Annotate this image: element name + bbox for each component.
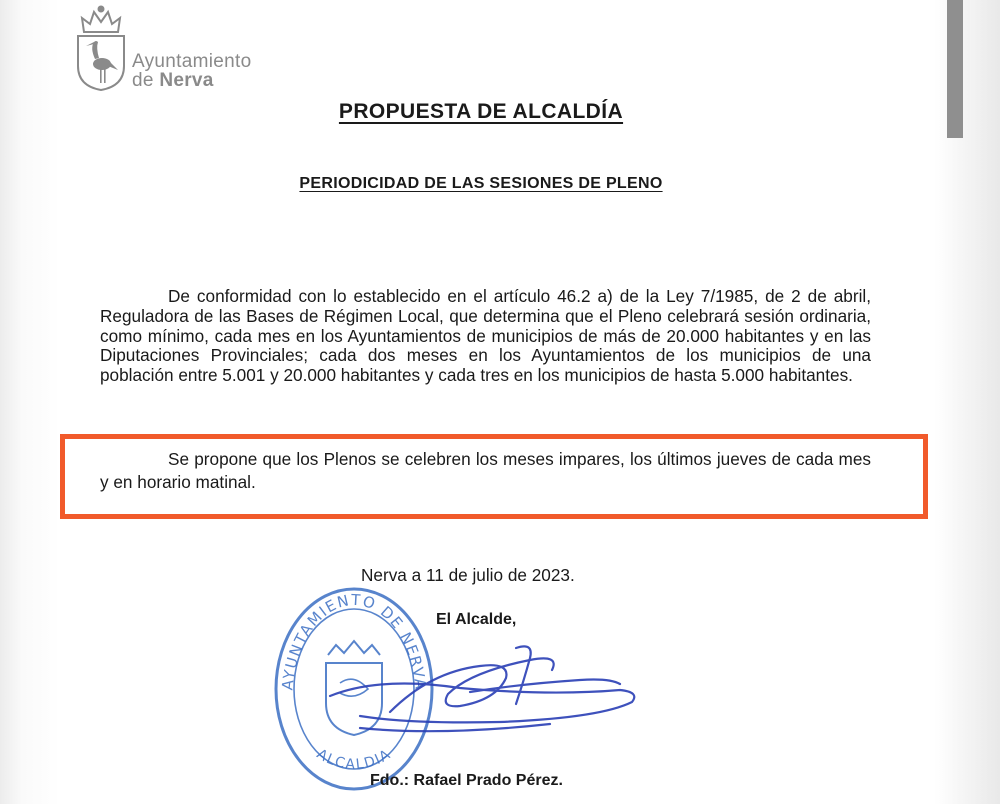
organization-line-1: Ayuntamiento (132, 51, 252, 72)
handwritten-signature (320, 632, 650, 752)
crown-stork-shield-icon (70, 4, 132, 92)
organization-town: Nerva (159, 70, 214, 91)
signer-name: Fdo.: Rafael Prado Pérez. (370, 772, 563, 789)
organization-name (132, 52, 251, 90)
organization-prefix: de (132, 70, 154, 91)
seal-top-text: AYUNTAMIENTO DE NERVA (278, 590, 430, 692)
document-title: PROPUESTA DE ALCALDÍA (338, 100, 624, 123)
document-subtitle: PERIODICIDAD DE LAS SESIONES DE PLENO (299, 175, 663, 192)
legal-paragraph: De conformidad con lo establecido en el artículo 46.2 a) de la Ley 7/1985, de 2 de abril, Reguladora de las Bases de Régimen Local, que determina que el Pleno celebrará sesión ordinaria, como mínimo, cada mes en los Ayuntamientos de municipios de más de 20.000 habitantes y en las Diputaciones Provinciales; cada dos meses en los Ayuntamientos de los municipios de una población entre 5.001 y 20.000 habitantes y cada tres en los municipios de hasta 5.000 habitantes. (100, 286, 871, 386)
signer-role: El Alcalde, (436, 611, 517, 628)
date-line: Nerva a 11 de julio de 2023. (361, 565, 575, 585)
seal-bottom-text: ALCALDIA (313, 746, 395, 773)
proposal-paragraph: Se propone que los Plenos se celebren los meses impares, los últimos jueves de cada mes y en horario matinal. (100, 449, 871, 492)
organization-line-2 (132, 71, 251, 90)
